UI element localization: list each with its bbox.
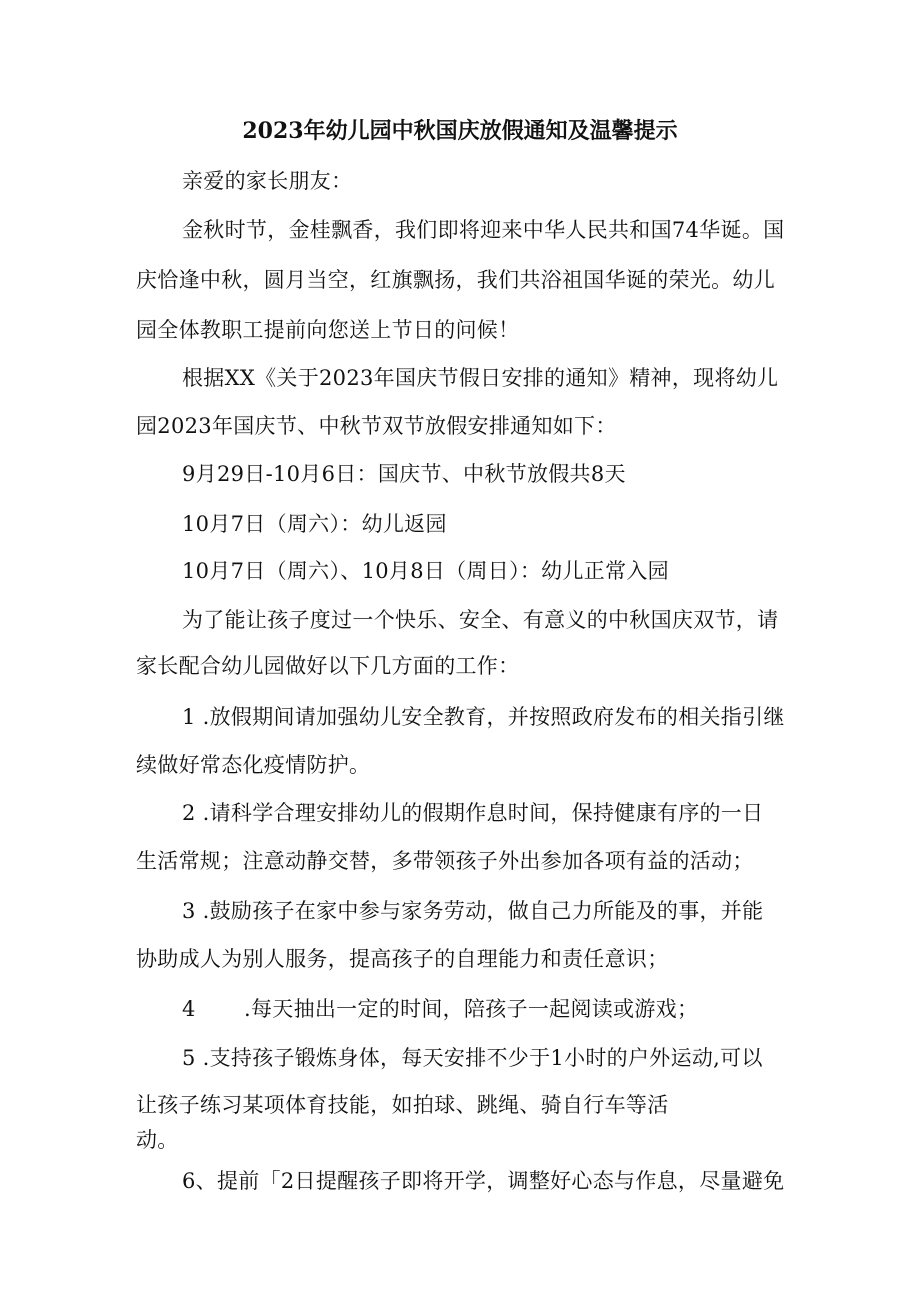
schedule-line-2: 10月7日（周六）：幼儿返园 xyxy=(182,512,447,536)
item-2-line-1: 2 .请科学合理安排幼儿的假期作息时间，保持健康有序的一日 xyxy=(182,801,764,825)
item-4-text: .每天抽出一定的时间，陪孩子一起阅读或游戏； xyxy=(244,997,699,1021)
basis-line-1: 根据XX《关于2023年国庆节假日安排的通知》精神，现将幼儿 xyxy=(182,366,779,390)
item-5-line-1: 5 .支持孩子锻炼身体，每天安排不少于1小时的户外运动,可以 xyxy=(182,1046,763,1070)
request-line-2: 家长配合幼儿园做好以下几方面的工作： xyxy=(136,654,520,678)
intro-line-3: 园全体教职工提前向您送上节日的问候！ xyxy=(136,318,520,342)
item-3-line-2: 协助成人为别人服务，提高孩子的自理能力和责任意识； xyxy=(136,947,669,971)
item-4-number: 4 xyxy=(182,997,196,1021)
item-2-line-2: 生活常规；注意动静交替，多带领孩子外出参加各项有益的活动； xyxy=(136,849,754,873)
schedule-line-1: 9月29日-10月6日：国庆节、中秋节放假共8天 xyxy=(182,462,626,486)
request-line-1: 为了能让孩子度过一个快乐、安全、有意义的中秋国庆双节，请 xyxy=(182,608,779,632)
intro-line-2: 庆恰逢中秋，圆月当空，红旗飘扬，我们共浴祖国华诞的荣光。幼儿 xyxy=(136,268,775,292)
intro-line-1: 金秋时节，金桂飘香，我们即将迎来中华人民共和国74华诞。国 xyxy=(182,218,785,242)
item-5-line-2: 让孩子练习某项体育技能，如拍球、跳绳、骑自行车等活 xyxy=(136,1093,669,1117)
item-3-line-1: 3 .鼓励孩子在家中参与家务劳动，做自己力所能及的事，并能 xyxy=(182,899,764,923)
greeting: 亲爱的家长朋友： xyxy=(182,169,353,193)
item-6-line-1: 6、提前「2日提醒孩子即将开学，调整好心态与作息，尽量避免 xyxy=(182,1169,785,1193)
schedule-line-3: 10月7日（周六）、10月8日（周日）：幼儿正常入园 xyxy=(182,559,669,583)
document-title: 2023年幼儿园中秋国庆放假通知及温馨提示 xyxy=(242,118,678,144)
item-1-line-2: 续做好常态化疫情防护。 xyxy=(136,753,371,777)
basis-line-2: 园2023年国庆节、中秋节双节放假安排通知如下： xyxy=(136,414,617,438)
item-5-line-3: 动。 xyxy=(136,1128,179,1152)
item-1-line-1: 1 .放假期间请加强幼儿安全教育，并按照政府发布的相关指引继 xyxy=(182,705,785,729)
